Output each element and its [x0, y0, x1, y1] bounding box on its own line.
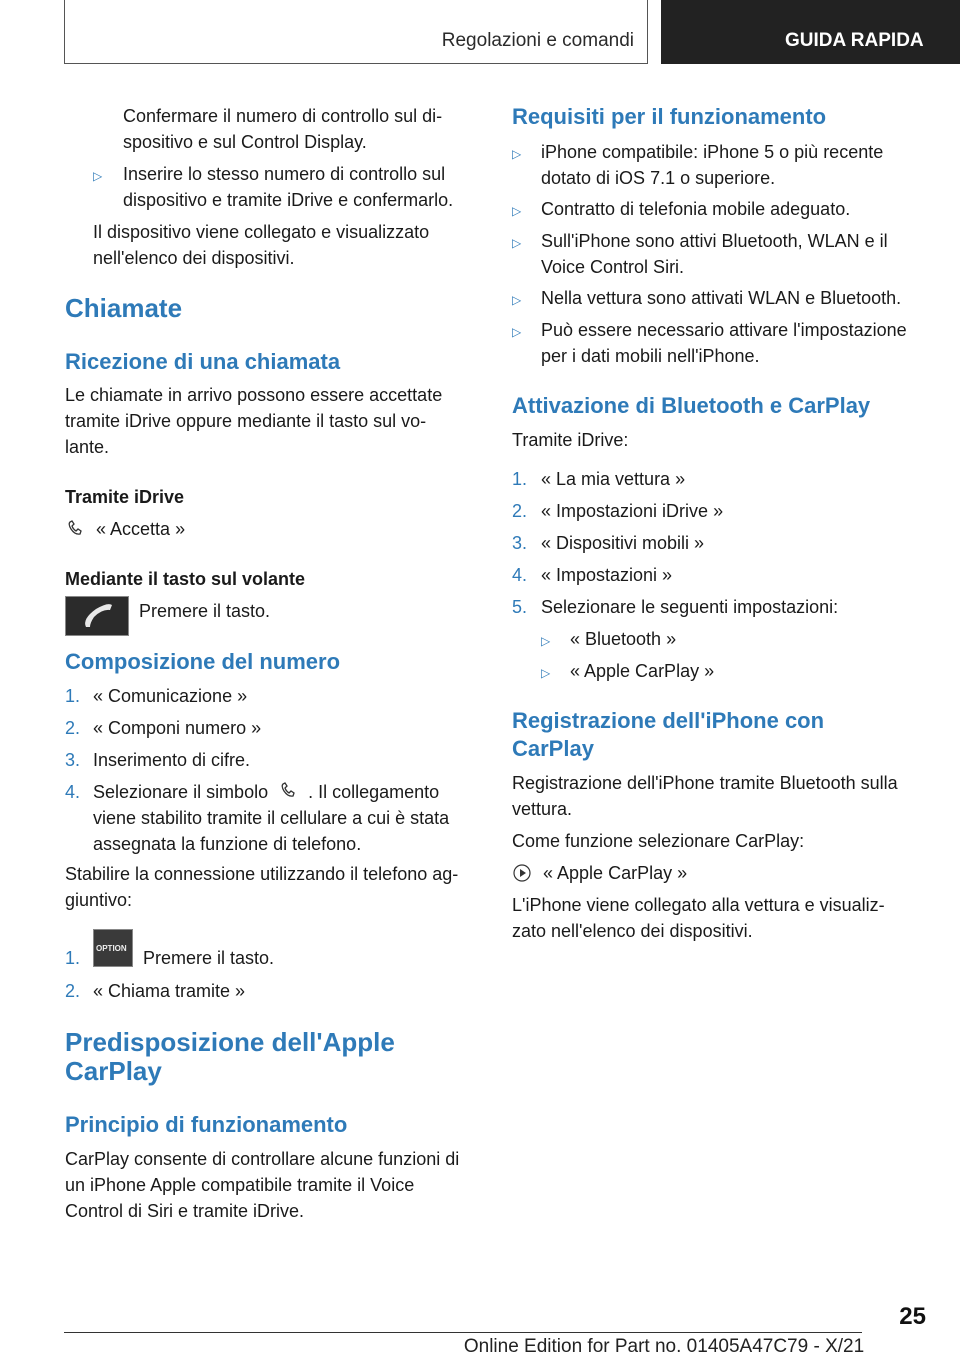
come-text: Come funzione selezionare CarPlay:: [512, 831, 805, 851]
comp-step-4: [65, 779, 485, 857]
att-sub-bullet: [541, 626, 676, 652]
step-text: « Impostazioni »: [541, 565, 673, 585]
carplay-item: [512, 860, 687, 886]
phone-icon: [65, 518, 85, 538]
att-sub-bullet: [541, 658, 714, 684]
step-text: « Componi numero »: [93, 718, 262, 738]
result-text: Il dispositivo viene collegato e visualizzato nell'elenco dei dispositivi.: [93, 222, 430, 268]
step-text: « Dispositivi mobili »: [541, 533, 705, 553]
continued-text: Confermare il numero di controllo sul di- spositivo e sul Control Display.: [123, 106, 443, 152]
heading-predisposizione: Predisposizione dell'Apple CarPlay: [65, 1027, 395, 1086]
step-text: « Chiama tramite »: [93, 981, 246, 1001]
step-number: 4.: [65, 782, 81, 802]
step-number: 2.: [65, 981, 81, 1001]
carplay-play-icon: [512, 863, 532, 883]
att-step-5: [512, 594, 838, 620]
triangle-bullet-icon: ▷: [512, 325, 522, 339]
heading-attivazione: Attivazione di Bluetooth e CarPlay: [512, 393, 871, 418]
req-bullet: [512, 139, 932, 191]
bullet-text: Può essere necessario attivare l'impostazione per i dati mobili nell'iPhone.: [541, 320, 907, 366]
triangle-bullet-icon: ▷: [512, 204, 522, 218]
triangle-bullet-icon: ▷: [93, 169, 103, 183]
heading-chiamate: Chiamate: [65, 293, 183, 323]
step-text: Selezionare le seguenti impostazioni:: [541, 597, 839, 617]
bullet-text: Sull'iPhone sono attivi Bluetooth, WLAN e il Voice Control Siri.: [541, 231, 888, 277]
step-number: 2.: [65, 718, 81, 738]
page-number: 25: [899, 1303, 926, 1330]
triangle-bullet-icon: ▷: [512, 147, 522, 161]
carplay-label: « Apple CarPlay »: [543, 863, 688, 883]
handset-icon: [66, 597, 128, 635]
step-number: 2.: [512, 501, 528, 521]
footer-edition: [0, 1336, 960, 1358]
step-text: « Impostazioni iDrive »: [541, 501, 724, 521]
bullet-text: « Bluetooth »: [570, 629, 677, 649]
header-section-title: Regolazioni e comandi: [441, 30, 634, 51]
comp-step-1: [65, 683, 247, 709]
tramite-text: Tramite iDrive:: [512, 430, 629, 450]
step-number: 1.: [65, 686, 81, 706]
req-bullet: [512, 196, 932, 222]
comp-step-2: [65, 715, 261, 741]
bullet-text: « Apple CarPlay »: [570, 661, 715, 681]
registrazione-result: L'iPhone viene collegato alla vettura e visualiz- zato nell'elenco dei dispositivi.: [512, 895, 885, 941]
bullet-text: Inserire lo stesso numero di controllo sul dispositivo e tramite iDrive e confermarlo.: [123, 164, 454, 210]
req-bullet: [512, 228, 932, 280]
triangle-bullet-icon: ▷: [541, 666, 551, 680]
ricezione-text: Le chiamate in arrivo possono essere accettate tramite iDrive oppure mediante il tasto sul vo- lante.: [65, 385, 443, 457]
att-step-2: [512, 498, 723, 524]
heading-requisiti: Requisiti per il funzionamento: [512, 104, 827, 129]
step-text: Inserimento di cifre.: [93, 750, 251, 770]
step-text-continued: viene stabilito tramite il cellulare a cui è stata assegnata la funzione di telefono.: [93, 808, 450, 854]
heading-ricezione: Ricezione di una chiamata: [65, 349, 341, 374]
principio-text: CarPlay consente di controllare alcune funzioni di un iPhone Apple compatibile tramite il Voice Control di Siri e tramite iDrive.: [65, 1149, 460, 1221]
step-number: 3.: [65, 750, 81, 770]
att-step-3: [512, 530, 704, 556]
steering-phone-button-icon: [65, 596, 129, 636]
subheading-volante: Mediante il tasto sul volante: [65, 569, 306, 589]
phone-icon: [277, 780, 299, 800]
bullet-text: Contratto di telefonia mobile adeguato.: [541, 199, 851, 219]
triangle-bullet-icon: ▷: [512, 236, 522, 250]
att-step-4: [512, 562, 672, 588]
comp-step-3: [65, 747, 250, 773]
accetta-item: [65, 516, 185, 542]
continued-bullet: [93, 161, 483, 213]
step-text: Selezionare il simbolo: [93, 782, 269, 802]
triangle-bullet-icon: ▷: [512, 293, 522, 307]
option-step-1-text: Premere il tasto.: [143, 948, 275, 968]
heading-registrazione: Registrazione dell'iPhone con CarPlay: [512, 708, 825, 761]
step-text: « La mia vettura »: [541, 469, 686, 489]
subheading-idrive: Tramite iDrive: [65, 487, 185, 507]
req-bullet: [512, 317, 932, 369]
step-text: « Comunicazione »: [93, 686, 248, 706]
bullet-text: Nella vettura sono attivati WLAN e Bluetooth.: [541, 288, 902, 308]
heading-principio: Principio di funzionamento: [65, 1112, 348, 1137]
step-text: . Il collegamento: [308, 782, 440, 802]
registrazione-text: Registrazione dell'iPhone tramite Bluetooth sulla vettura.: [512, 773, 898, 819]
premere-text: Premere il tasto.: [139, 601, 271, 621]
accetta-label: « Accetta »: [96, 519, 186, 539]
option-step-2: [65, 978, 245, 1004]
heading-composizione: Composizione del numero: [65, 649, 341, 674]
footer-edition-text: Online Edition for Part no. 01405A47C79 - X/21: [463, 1336, 865, 1357]
bullet-text: iPhone compatibile: iPhone 5 o più recente dotato di iOS 7.1 o superiore.: [541, 142, 884, 188]
triangle-bullet-icon: ▷: [541, 634, 551, 648]
option-label: OPTION: [96, 944, 127, 953]
step-number: 3.: [512, 533, 528, 553]
req-bullet: [512, 285, 932, 311]
step-number: 5.: [512, 597, 528, 617]
option-button-icon: [93, 929, 133, 967]
step-number: 4.: [512, 565, 528, 585]
step-number: 1.: [65, 948, 81, 968]
step-number: 1.: [512, 469, 528, 489]
att-step-1: [512, 466, 685, 492]
header-tab: GUIDA RAPIDA: [661, 0, 960, 64]
stabilire-text: Stabilire la connessione utilizzando il telefono ag- giuntivo:: [65, 864, 459, 910]
footer-divider: [64, 1332, 862, 1333]
